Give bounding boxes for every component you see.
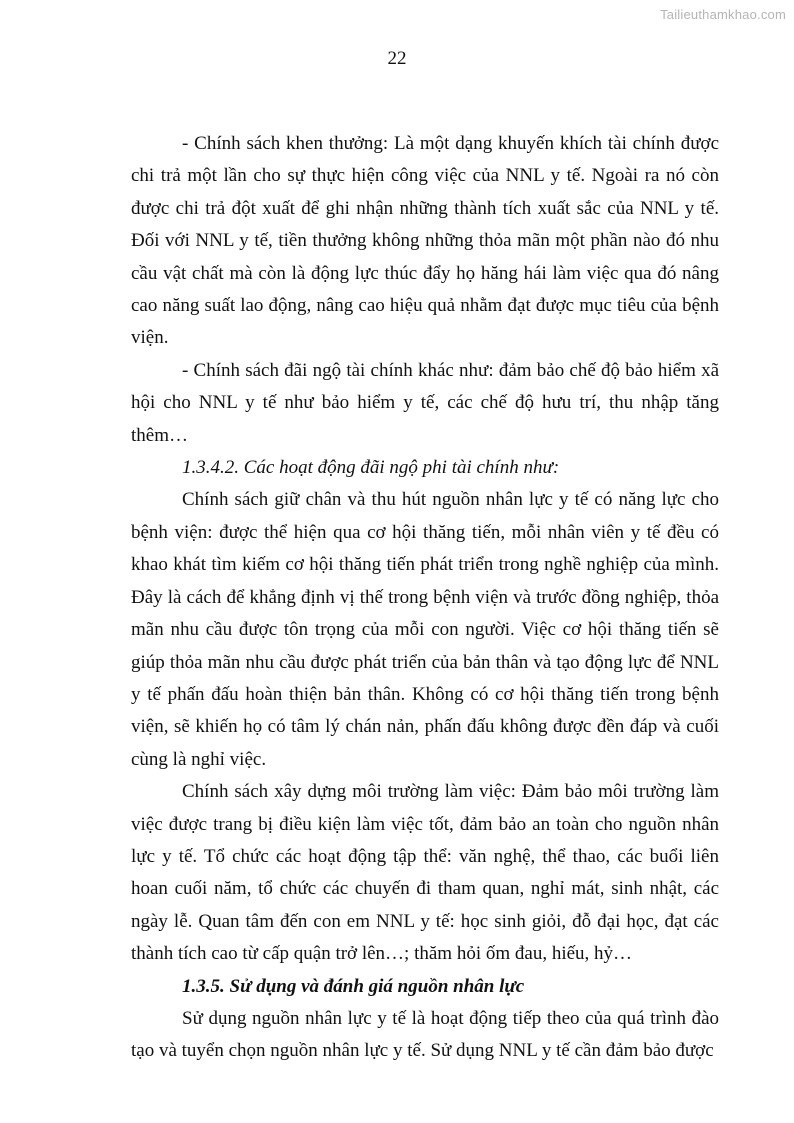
paragraph-hr-usage: Sử dụng nguồn nhân lực y tế là hoạt động tiếp theo của quá trình đào tạo và tuyển chọn nguồn nhân lực y tế. Sử dụng NNL y tế cần đảm bảo được (131, 1007, 719, 1062)
section-heading-1-3-5: 1.3.5. Sử dụng và đánh giá nguồn nhân lực (182, 975, 525, 997)
section-heading-1-3-4-2: 1.3.4.2. Các hoạt động đãi ngộ phi tài chính như: (182, 457, 560, 479)
page-number: 22 (387, 48, 407, 69)
paragraph-retention-policy: Chính sách giữ chân và thu hút nguồn nhân lực y tế có năng lực cho bệnh viện: được thể hiện qua cơ hội thăng tiến, mỗi nhân viên y tế đều có khao khát tìm kiếm cơ hội thăng tiến phát triển trong nghề nghiệp của mình. Đây là cách để khẳng định vị thế trong bệnh viện và trước đồng nghiệp, thỏa mãn nhu cầu được tôn trọng của mỗi con người. Việc cơ hội thăng tiến sẽ giúp thỏa mãn nhu cầu được phát triển của bản thân và tạo động lực để NNL y tế phấn đấu hoàn thiện bản thân. Không có cơ hội thăng tiến trong bệnh viện, sẽ khiến họ có tâm lý chán nản, phấn đấu không được đền đáp và cuối cùng là nghỉ việc. (131, 489, 719, 770)
document-body (131, 128, 719, 1068)
paragraph-work-environment-policy: Chính sách xây dựng môi trường làm việc: Đảm bảo môi trường làm việc được trang bị điều kiện làm việc tốt, đảm bảo an toàn cho nguồn nhân lực y tế. Tổ chức các hoạt động tập thể: văn nghệ, thể thao, các buổi liên hoan cuối năm, tổ chức các chuyến đi tham quan, nghỉ mát, sinh nhật, các ngày lễ. Quan tâm đến con em NNL y tế: học sinh giỏi, đỗ đại học, đạt các thành tích cao từ cấp quận trở lên…; thăm hỏi ốm đau, hiếu, hỷ… (131, 781, 719, 965)
paragraph-reward-policy: - Chính sách khen thưởng: Là một dạng khuyến khích tài chính được chi trả một lần cho sự thực hiện công việc của NNL y tế. Ngoài ra nó còn được chi trả đột xuất để ghi nhận những thành tích xuất sắc của NNL y tế. Đối với NNL y tế, tiền thưởng không những thỏa mãn một phần nào đó nhu cầu vật chất mà còn là động lực thúc đẩy họ hăng hái làm việc qua đó nâng cao năng suất lao động, nâng cao hiệu quả nhằm đạt được mục tiêu của bệnh viện. (131, 133, 719, 349)
paragraph-other-financial-benefits: - Chính sách đãi ngộ tài chính khác như: đảm bảo chế độ bảo hiểm xã hội cho NNL y tế như bảo hiểm y tế, các chế độ hưu trí, thu nhập tăng thêm… (131, 359, 719, 446)
watermark-text: Tailieuthamkhao.com (660, 7, 786, 22)
